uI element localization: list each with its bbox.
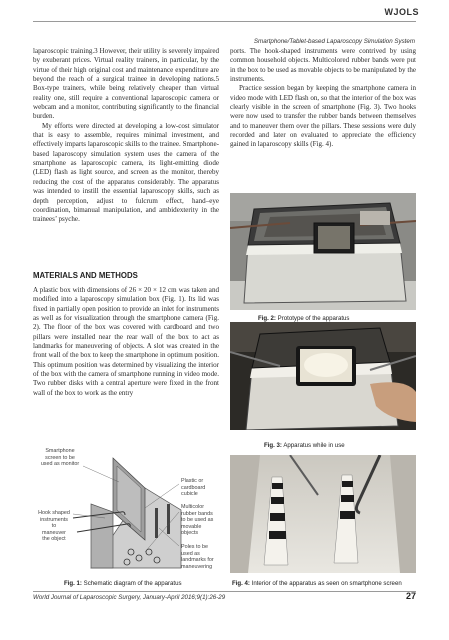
- label-poles: Poles to be used as landmarks for maneuvering: [181, 544, 214, 570]
- caption-text: Schematic diagram of the apparatus: [83, 580, 182, 587]
- figure-4-photo: [230, 455, 416, 573]
- caption-label: Fig. 3:: [264, 442, 282, 449]
- page-number: 27: [405, 591, 416, 601]
- caption-text: Apparatus while in use: [283, 442, 345, 449]
- paragraph: laparoscopic training.3 However, their utility is severely impaired by exuberant prices. Virtual reality trainers, in particular, by the virtue of their high original cost and maintenance expenditure are beyond the reach of a surgical trainee in developing nations.5 Box-type trainers, while being relatively cheaper than virtual reality one, still require a conventional laparoscopic camera or webcam and a monitor, contributing significantly to the financial burden.: [33, 47, 219, 121]
- footer-journal-citation: World Journal of Laparoscopic Surgery, January-April 2016;9(1):26-29: [33, 594, 226, 601]
- paragraph: My efforts were directed at developing a low-cost simulator that is easy to assemble, requires minimal investment, and effectively imparts laparoscopic skills to the trainee. Smartphone-based laparoscopy simulation system uses the camera of the smartphone as laparoscopic camera, its light-emitting diode (LED) flash as light source, and screen as the monitor, thereby reducing the cost of the apparatus considerably. The apparatus was intended to instill the essential laparoscopy skills, such as depth perception, adjust to fulcrum effect, hand–eye coordination, bimanual manipulation, and ambidexterity in the trainees’ psyche.: [33, 121, 219, 224]
- label-hook-instruments: Hook shaped instruments to maneuver the object: [38, 510, 70, 543]
- figure-1-diagram: [33, 448, 219, 576]
- header-rule: [33, 21, 416, 22]
- label-cubicle: Plastic or cardboard cubicle: [181, 478, 206, 498]
- figure-2-photo: [230, 193, 416, 310]
- footer-rule: [33, 591, 416, 592]
- figure-4-caption: [232, 580, 402, 587]
- paragraph: Practice session began by keeping the smartphone camera in video mode with LED flash on, so that the interior of the box was clearly visible in the screen of smartphone (Fig. 3). Two hooks were now used to transfer the rubber bands between themselves and to maneuver them over the pillars. These sessions were duly recorded and later on evaluated to appreciate the efficiency gained in laparoscopy skills (Fig. 4).: [230, 84, 416, 149]
- label-rubber-bands: Multicolor rubber bands to be used as movable objects: [181, 504, 214, 537]
- running-head: Smartphone/Tablet-based Laparoscopy Simulation System: [253, 38, 415, 45]
- caption-text: Prototype of the apparatus: [277, 315, 350, 322]
- right-column-text: [230, 47, 416, 150]
- left-column-methods: [33, 286, 219, 398]
- interior-view-photo: [230, 455, 416, 573]
- caption-label: Fig. 4:: [232, 580, 250, 587]
- figure-1-caption: [64, 580, 182, 587]
- label-smartphone: Smartphone screen to be used as monitor: [40, 448, 80, 468]
- paragraph: ports. The hook-shaped instruments were contrived by using common household objects. Multicolored rubber bands were put in the box to be used as movable objects to be manipulated by the instruments.: [230, 47, 416, 84]
- caption-label: Fig. 2:: [258, 315, 276, 322]
- figure-2-caption: [258, 315, 349, 322]
- apparatus-in-use-photo: [230, 322, 416, 430]
- figure-3-photo: [230, 322, 416, 430]
- section-heading: MATERIALS AND METHODS: [33, 271, 138, 280]
- left-column-intro: [33, 47, 219, 225]
- figure-3-caption: [264, 442, 345, 449]
- journal-logo: WJOLS: [384, 7, 419, 17]
- caption-text: Interior of the apparatus as seen on smartphone screen: [251, 580, 402, 587]
- caption-label: Fig. 1:: [64, 580, 82, 587]
- paragraph: A plastic box with dimensions of 26 × 20 × 12 cm was taken and modified into a laparoscopy simulation box (Fig. 1). Its lid was fixed in partially open position to provide an inlet for instruments as well as for visualization through the smartphone camera (Fig. 2). The floor of the box was covered with cardboard and two pillars were installed near the rear wall of the box to act as landmarks for maneuvering of objects. A slot was created in the front wall of the box to keep the smartphone in optimum position. This optimum position was determined by visualizing the interior of the box with the camera of smartphone running in video mode. Two rubber disks with a central aperture were fixed in the front wall of the box to work as the entry: [33, 286, 219, 397]
- prototype-photo: [230, 193, 416, 310]
